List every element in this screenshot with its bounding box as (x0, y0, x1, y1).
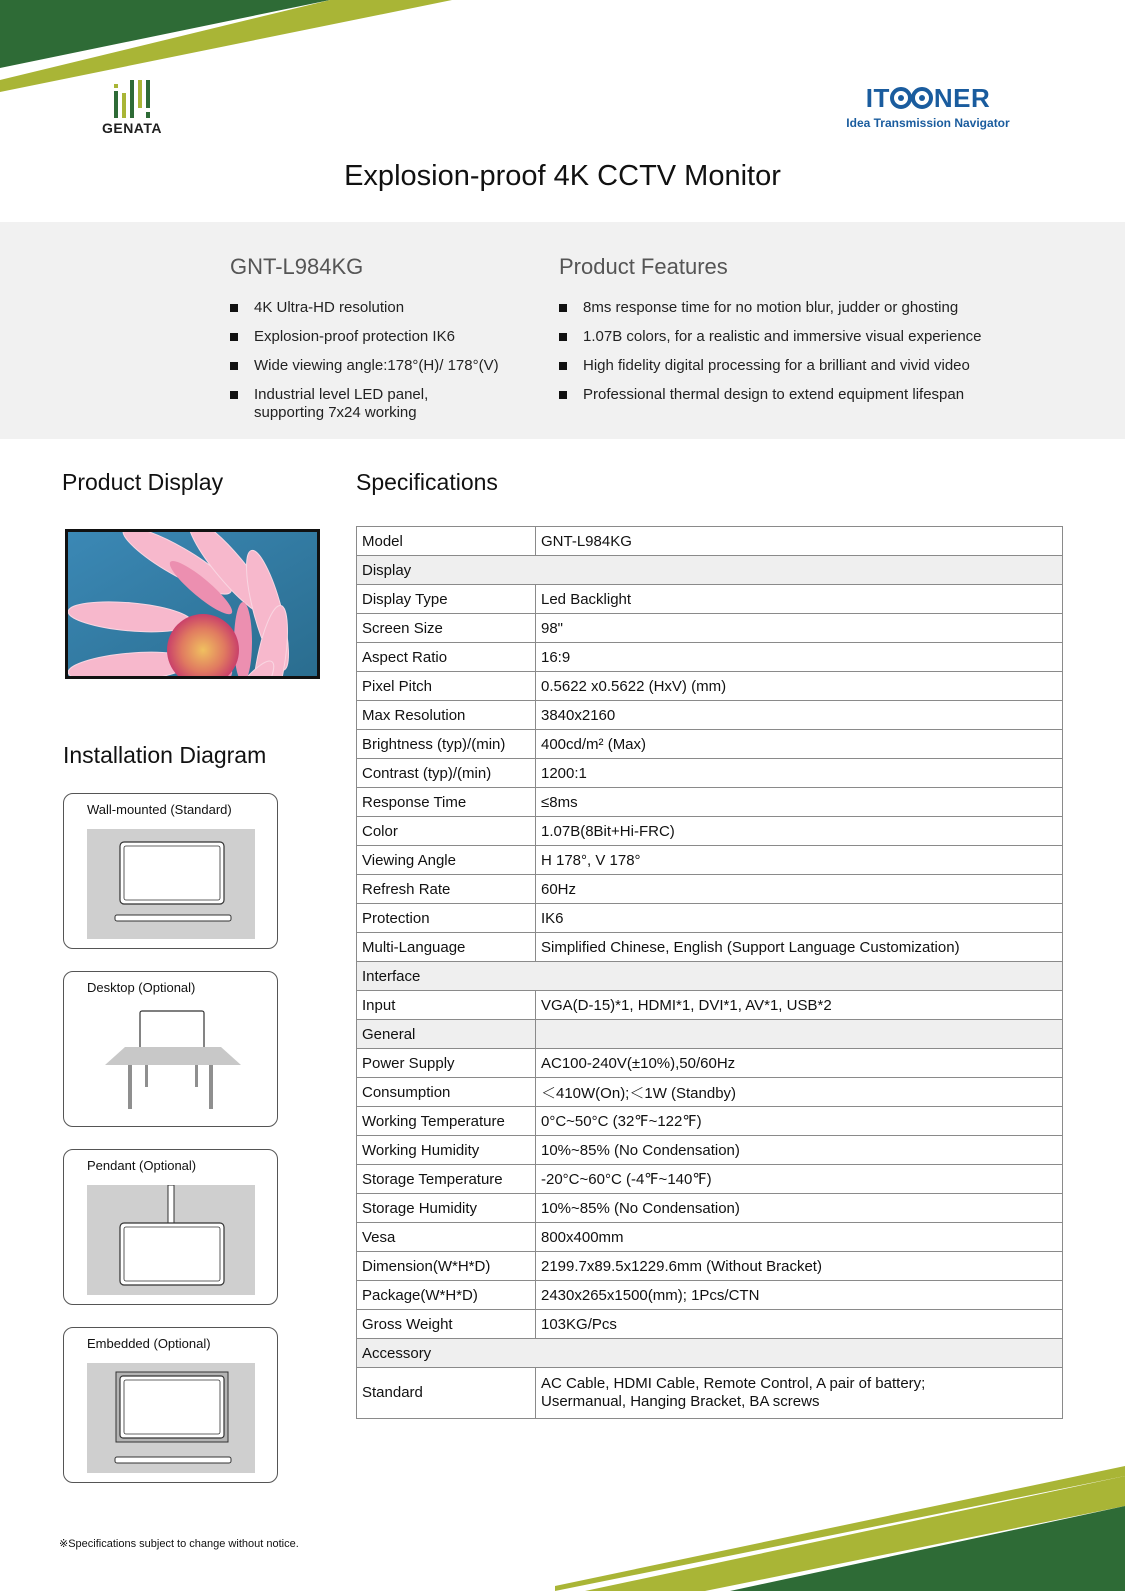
feature-item: Explosion-proof protection IK6 (230, 328, 530, 346)
spec-key: Input (357, 991, 536, 1020)
spec-row (357, 730, 1063, 759)
feature-item: 8ms response time for no motion blur, judder or ghosting (559, 299, 1019, 317)
genata-wordmark: GENATA (101, 120, 163, 136)
spec-value: ＜410W(On);＜1W (Standby) (536, 1078, 1063, 1107)
corner-decoration-top (0, 0, 460, 95)
spec-row (357, 701, 1063, 730)
spec-key: Refresh Rate (357, 875, 536, 904)
spec-group-empty (536, 1020, 1063, 1049)
install-card-desktop (63, 971, 278, 1127)
spec-value: AC Cable, HDMI Cable, Remote Control, A pair of battery; Usermanual, Hanging Bracket, BA screws (536, 1368, 1063, 1419)
spec-key: Standard (357, 1368, 536, 1419)
spec-value: 0.5622 x0.5622 (HxV) (mm) (536, 672, 1063, 701)
spec-key: Storage Temperature (357, 1165, 536, 1194)
spec-key: Vesa (357, 1223, 536, 1252)
product-feature-list (559, 299, 1019, 415)
spec-key: Model (357, 527, 536, 556)
spec-key: Color (357, 817, 536, 846)
features-heading: Product Features (559, 254, 728, 279)
spec-value: 10%~85% (No Condensation) (536, 1194, 1063, 1223)
feature-item: Industrial level LED panel, supporting 7x24 working (230, 386, 530, 422)
spec-row (357, 1281, 1063, 1310)
spec-row (357, 1252, 1063, 1281)
spec-row (357, 1136, 1063, 1165)
feature-item: Wide viewing angle:178°(H)/ 178°(V) (230, 357, 530, 375)
spec-key: Aspect Ratio (357, 643, 536, 672)
spec-value: Led Backlight (536, 585, 1063, 614)
itooner-prefix: IT (865, 83, 890, 113)
spec-group-label: Accessory (357, 1339, 1063, 1368)
spec-key: Working Humidity (357, 1136, 536, 1165)
spec-row (357, 991, 1063, 1020)
spec-row (357, 672, 1063, 701)
spec-key: Protection (357, 904, 536, 933)
install-card-label: Embedded (Optional) (87, 1336, 211, 1351)
install-card-label: Desktop (Optional) (87, 980, 196, 995)
install-card-label: Wall-mounted (Standard) (87, 802, 232, 817)
spec-row (357, 933, 1063, 962)
spec-key: Dimension(W*H*D) (357, 1252, 536, 1281)
spec-group-row (357, 1339, 1063, 1368)
spec-key: Display Type (357, 585, 536, 614)
spec-row (357, 759, 1063, 788)
page-title: Explosion-proof 4K CCTV Monitor (344, 160, 781, 192)
spec-value: ≤8ms (536, 788, 1063, 817)
spec-row (357, 614, 1063, 643)
model-heading: GNT-L984KG (230, 254, 364, 279)
itooner-suffix: NER (933, 83, 991, 113)
installation-diagram-title: Installation Diagram (63, 742, 267, 768)
spec-key: Gross Weight (357, 1310, 536, 1339)
spec-row (357, 1194, 1063, 1223)
itooner-logo (838, 84, 1018, 130)
genata-bars-icon (112, 80, 152, 118)
spec-key: Package(W*H*D) (357, 1281, 536, 1310)
spec-group-label: Interface (357, 962, 1063, 991)
spec-row (357, 1223, 1063, 1252)
install-card-pendant (63, 1149, 278, 1305)
feature-item: 1.07B colors, for a realistic and immersive visual experience (559, 328, 1019, 346)
pendant-diagram (87, 1185, 255, 1295)
feature-item: High fidelity digital processing for a brilliant and vivid video (559, 357, 1019, 375)
spec-group-row (357, 556, 1063, 585)
spec-value: 2430x265x1500(mm); 1Pcs/CTN (536, 1281, 1063, 1310)
spec-value: 16:9 (536, 643, 1063, 672)
spec-value: VGA(D-15)*1, HDMI*1, DVI*1, AV*1, USB*2 (536, 991, 1063, 1020)
spec-group-row (357, 1020, 1063, 1049)
install-card-embedded (63, 1327, 278, 1483)
spec-key: Response Time (357, 788, 536, 817)
corner-decoration-bottom (555, 1466, 1125, 1591)
spec-row (357, 875, 1063, 904)
specifications-table (356, 526, 1063, 1419)
spec-key: Max Resolution (357, 701, 536, 730)
spec-value: 0°C~50°C (32℉~122℉) (536, 1107, 1063, 1136)
wall-mount-diagram (87, 829, 255, 939)
spec-key: Pixel Pitch (357, 672, 536, 701)
spec-row (357, 904, 1063, 933)
spec-value: H 178°, V 178° (536, 846, 1063, 875)
spec-row (357, 1368, 1063, 1419)
spec-row (357, 1310, 1063, 1339)
spec-key: Consumption (357, 1078, 536, 1107)
spec-row (357, 527, 1063, 556)
spec-row (357, 643, 1063, 672)
spec-row (357, 1049, 1063, 1078)
spec-row (357, 788, 1063, 817)
spec-value: Simplified Chinese, English (Support Language Customization) (536, 933, 1063, 962)
install-card-wall (63, 793, 278, 949)
spec-value: IK6 (536, 904, 1063, 933)
spec-key: Working Temperature (357, 1107, 536, 1136)
spec-value: 3840x2160 (536, 701, 1063, 730)
spec-value: AC100-240V(±10%),50/60Hz (536, 1049, 1063, 1078)
spec-group-label: Display (357, 556, 1063, 585)
product-display-title: Product Display (62, 469, 224, 495)
desktop-diagram (87, 1007, 255, 1117)
spec-value: 1200:1 (536, 759, 1063, 788)
spec-row (357, 1165, 1063, 1194)
specifications-title: Specifications (356, 469, 498, 495)
spec-value: 800x400mm (536, 1223, 1063, 1252)
spec-value: 60Hz (536, 875, 1063, 904)
embedded-diagram (87, 1363, 255, 1473)
spec-key: Screen Size (357, 614, 536, 643)
product-display-image (65, 529, 320, 679)
footnote: ※Specifications subject to change without notice. (59, 1538, 299, 1550)
spec-value: 400cd/m² (Max) (536, 730, 1063, 759)
spec-value: -20°C~60°C (-4℉~140℉) (536, 1165, 1063, 1194)
spec-value: 10%~85% (No Condensation) (536, 1136, 1063, 1165)
spec-key: Brightness (typ)/(min) (357, 730, 536, 759)
spec-value: 2199.7x89.5x1229.6mm (Without Bracket) (536, 1252, 1063, 1281)
spec-row (357, 1107, 1063, 1136)
spec-row (357, 585, 1063, 614)
spec-key: Storage Humidity (357, 1194, 536, 1223)
spec-value: 1.07B(8Bit+Hi-FRC) (536, 817, 1063, 846)
spec-key: Multi-Language (357, 933, 536, 962)
itooner-tagline: Idea Transmission Navigator (846, 116, 1010, 130)
install-card-label: Pendant (Optional) (87, 1158, 197, 1173)
spec-value: 98" (536, 614, 1063, 643)
flower-image (68, 532, 317, 676)
features-band (0, 222, 1125, 439)
feature-item: Professional thermal design to extend equipment lifespan (559, 386, 1019, 404)
eye-loop-icon (890, 86, 934, 110)
spec-group-row (357, 962, 1063, 991)
genata-logo (97, 80, 167, 136)
spec-value: 103KG/Pcs (536, 1310, 1063, 1339)
spec-key: Viewing Angle (357, 846, 536, 875)
spec-row (357, 846, 1063, 875)
spec-value: GNT-L984KG (536, 527, 1063, 556)
spec-group-label: General (357, 1020, 536, 1049)
spec-row (357, 817, 1063, 846)
spec-row (357, 1078, 1063, 1107)
spec-key: Power Supply (357, 1049, 536, 1078)
model-feature-list (230, 299, 530, 433)
feature-item: 4K Ultra-HD resolution (230, 299, 530, 317)
spec-key: Contrast (typ)/(min) (357, 759, 536, 788)
